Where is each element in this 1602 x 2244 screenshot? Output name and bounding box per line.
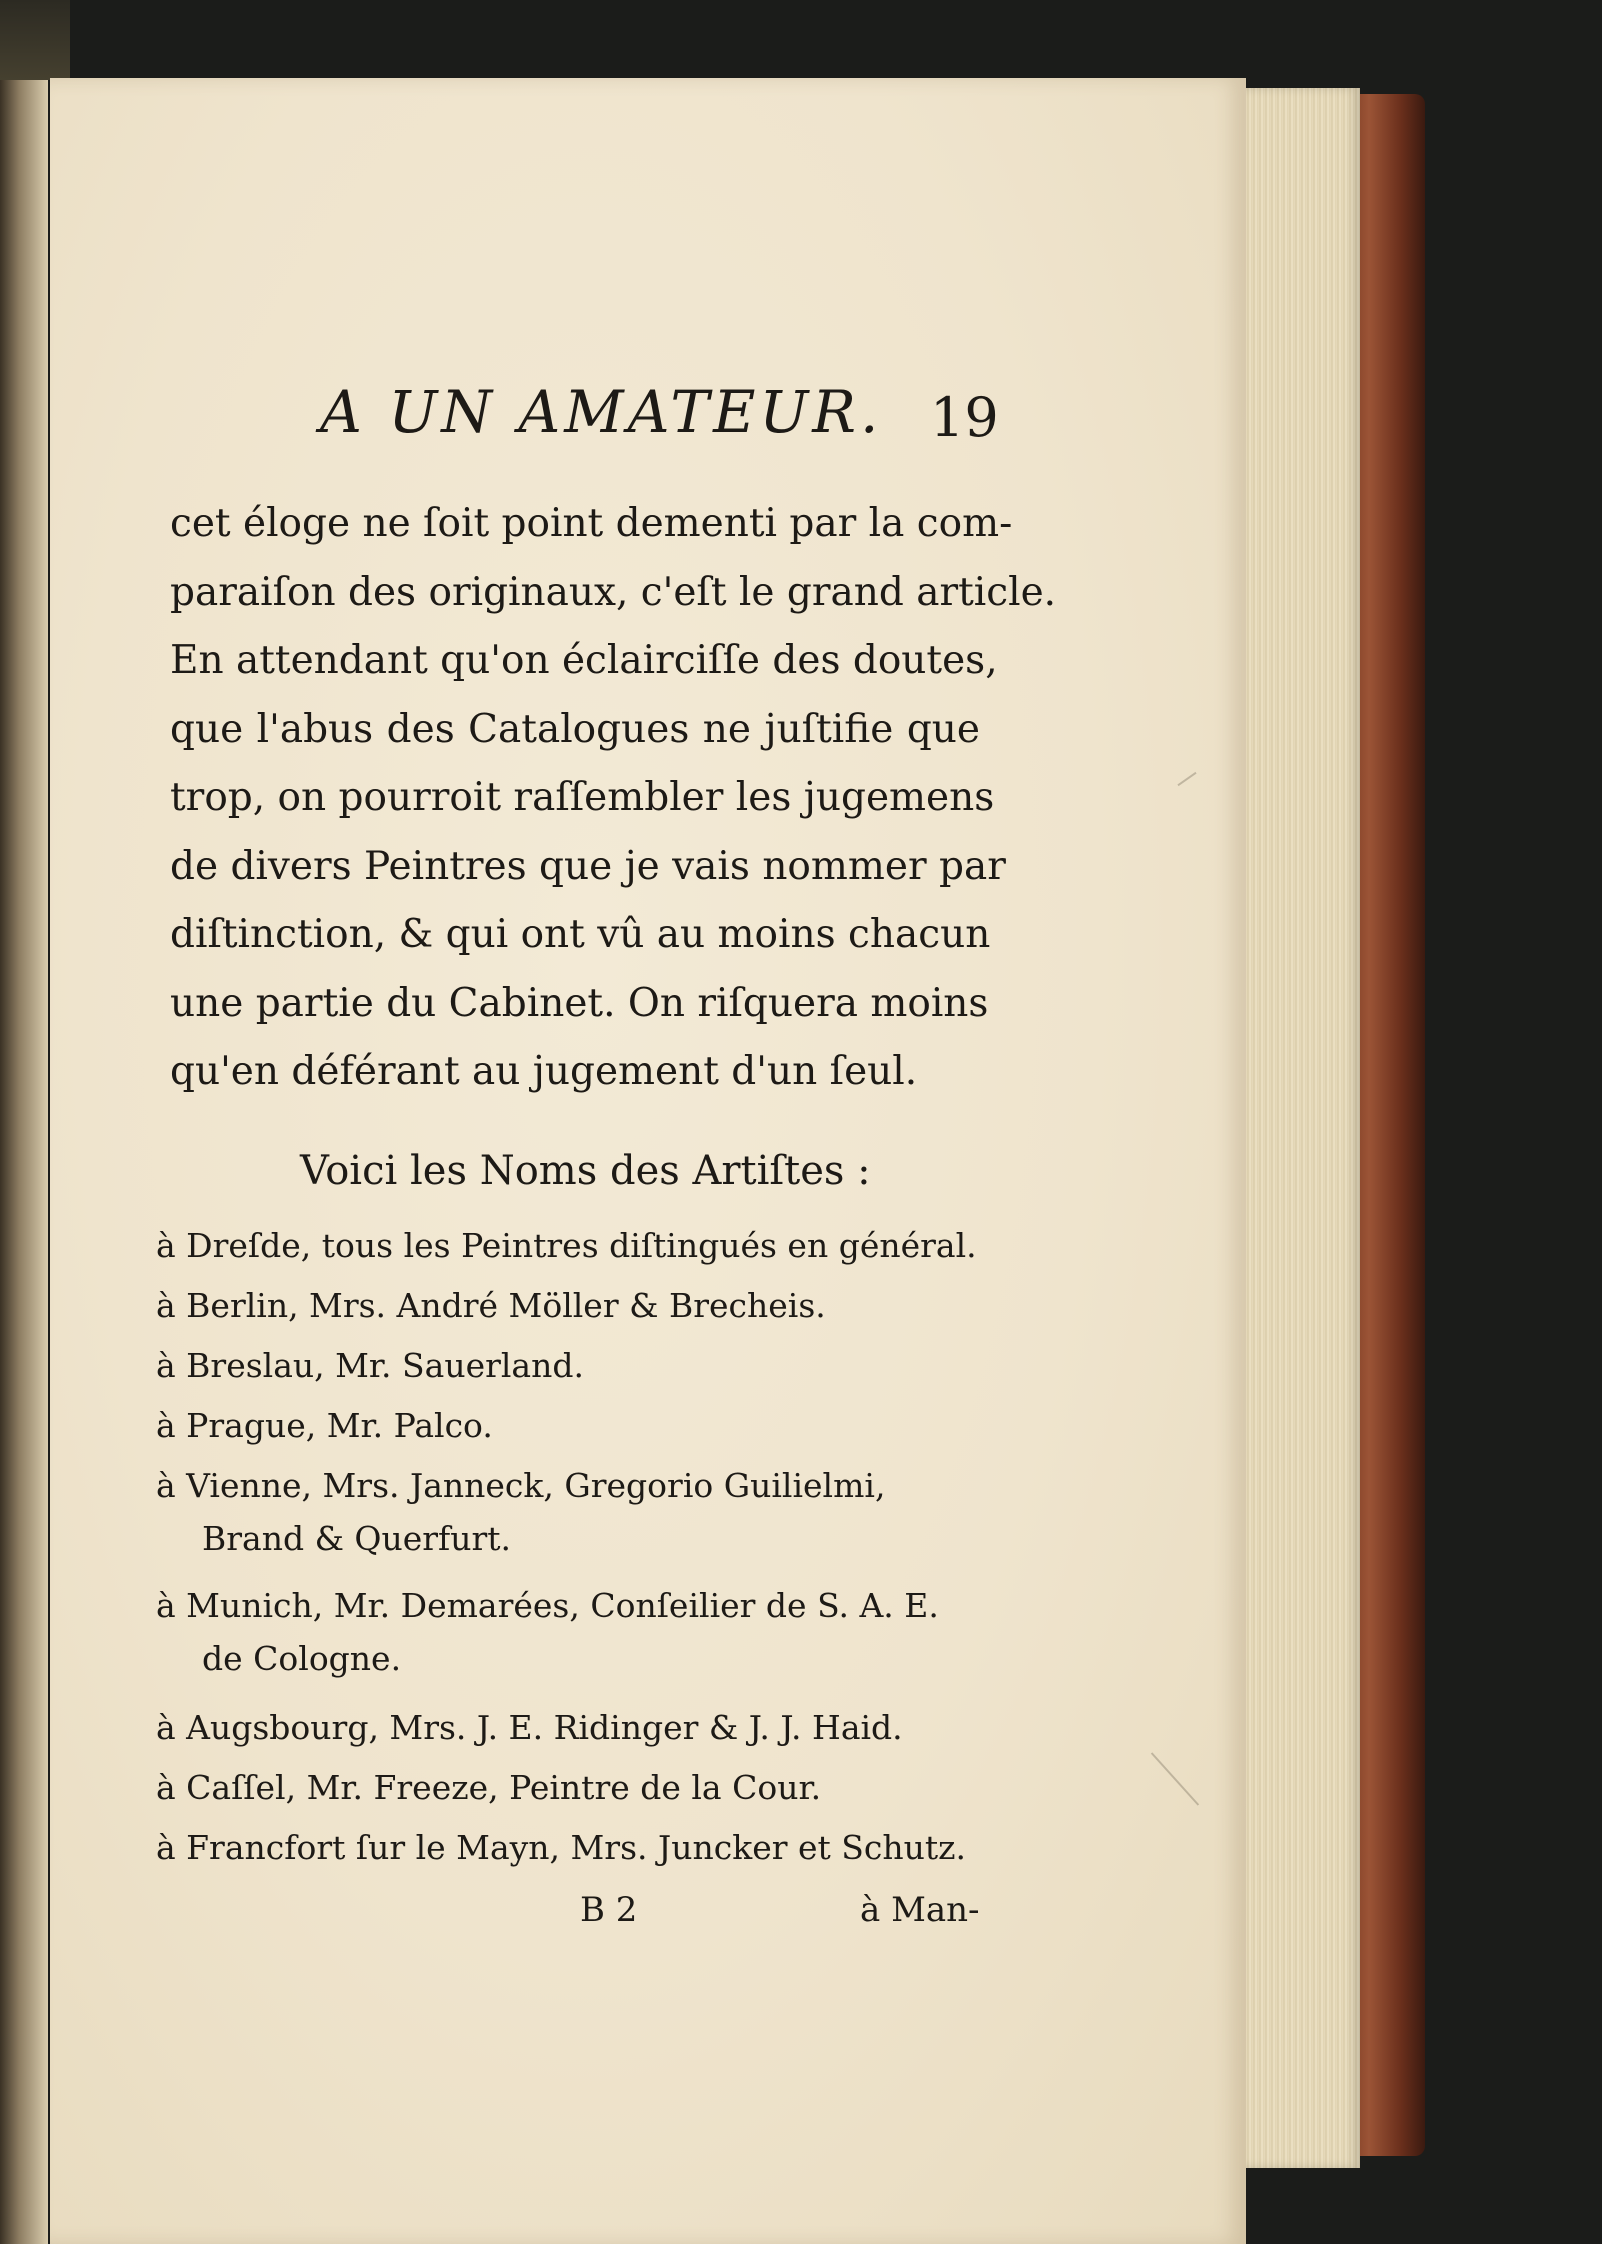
artist-entry-cassel <box>156 1768 821 1807</box>
artist-entry-munich <box>156 1586 939 1678</box>
list-heading: Voici les Noms des Artiſtes : <box>300 1148 871 1194</box>
body-line: paraiſon des originaux, c'eſt le grand article. <box>170 569 1057 615</box>
left-page-edge <box>0 80 48 2244</box>
catchword: à Man- <box>860 1890 980 1930</box>
body-line: que l'abus des Catalogues ne juſtifie que <box>170 706 980 752</box>
body-line: En attendant qu'on éclairciſſe des doutes, <box>170 638 998 683</box>
signature-mark: B 2 <box>580 1890 638 1930</box>
running-title: A UN AMATEUR. <box>320 378 883 446</box>
book-spine-top <box>0 0 70 80</box>
artist-line: à Francfort ſur le Mayn, Mrs. Juncker et Schutz. <box>156 1828 966 1867</box>
artist-line-continued: de Cologne. <box>202 1639 402 1678</box>
artist-line: à Munich, Mr. Demarées, Conſeilier de S. A. E. <box>156 1586 939 1625</box>
artist-entry-berlin <box>156 1286 826 1325</box>
body-line: cet éloge ne ſoit point dementi par la com- <box>170 501 1013 546</box>
body-line: une partie du Cabinet. On riſquera moins <box>170 980 989 1026</box>
artist-line: à Berlin, Mrs. André Möller & Brecheis. <box>156 1286 826 1325</box>
book-page <box>50 78 1246 2244</box>
body-line: diſtinction, & qui ont vû au moins chacun <box>170 912 991 957</box>
body-line: de divers Peintres que je vais nommer par <box>170 843 1006 889</box>
artist-line: à Vienne, Mrs. Janneck, Gregorio Guilielmi, <box>156 1466 886 1505</box>
artist-entry-dresde <box>156 1226 977 1265</box>
artist-entry-vienne <box>156 1466 885 1558</box>
artist-line: à Caſſel, Mr. Freeze, Peintre de la Cour. <box>156 1768 822 1807</box>
artist-line-continued: Brand & Querfurt. <box>202 1519 512 1558</box>
pencil-mark <box>1177 772 1196 786</box>
body-line: trop, on pourroit raſſembler les jugemens <box>170 775 995 820</box>
page-number: 19 <box>930 386 999 449</box>
page-block-edges <box>1240 88 1360 2168</box>
body-paragraph <box>170 490 1057 1107</box>
artist-entry-augsbourg <box>156 1708 903 1747</box>
artist-line: à Prague, Mr. Palco. <box>156 1406 493 1445</box>
artist-entry-prague <box>156 1406 493 1445</box>
artist-entry-breslau <box>156 1346 584 1385</box>
pencil-mark <box>1151 1752 1199 1805</box>
artist-line: à Augsbourg, Mrs. J. E. Ridinger & J. J. Haid. <box>156 1708 903 1747</box>
body-line: qu'en déférant au jugement d'un ſeul. <box>170 1049 918 1094</box>
artist-line: à Breslau, Mr. Sauerland. <box>156 1346 584 1385</box>
artist-line: à Dreſde, tous les Peintres diſtingués en général. <box>156 1226 977 1265</box>
artist-entry-francfort <box>156 1828 966 1867</box>
